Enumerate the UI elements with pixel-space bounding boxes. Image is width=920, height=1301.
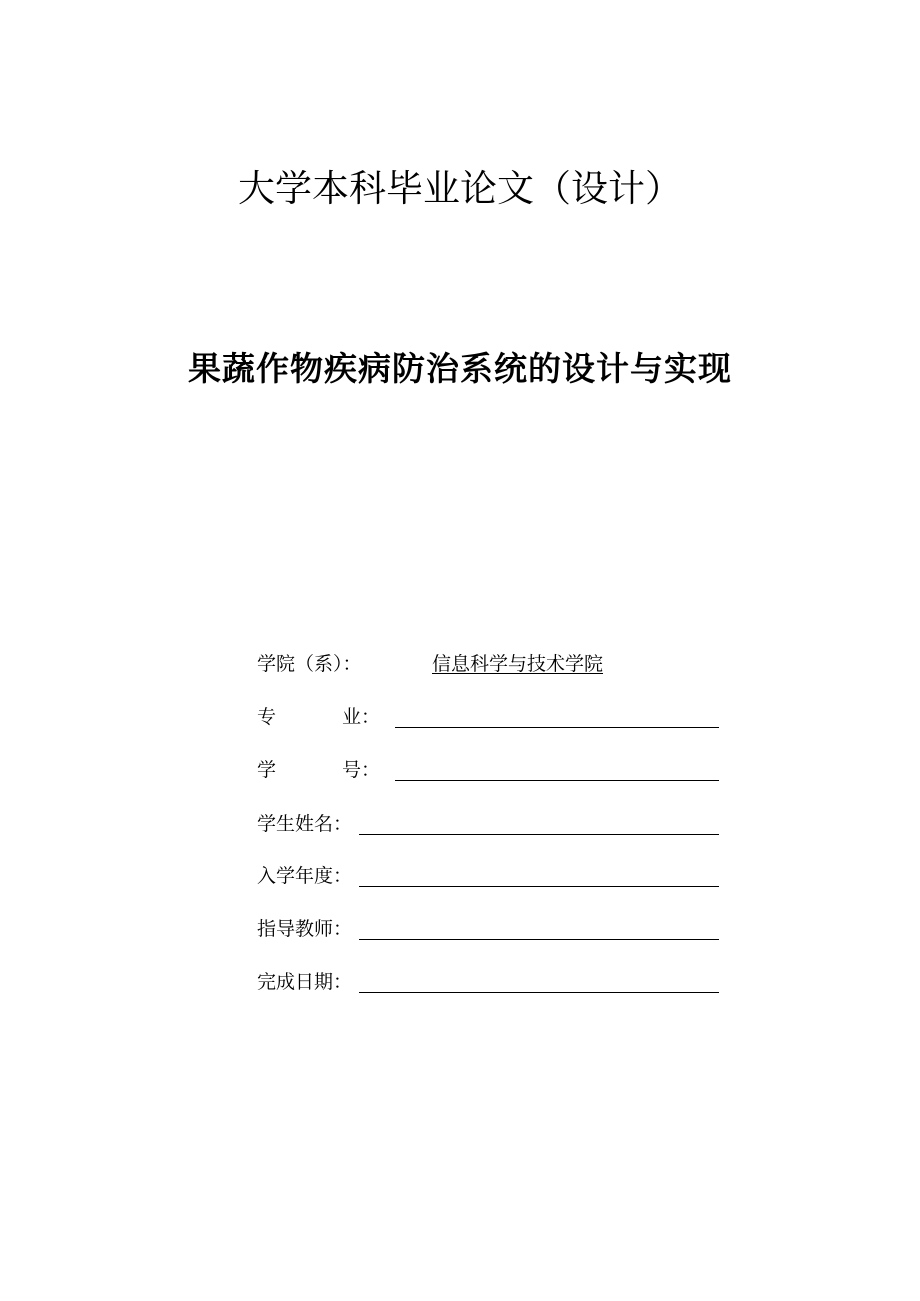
college-label: 学院（系）： [257,653,362,675]
student-name-input-line[interactable] [359,834,719,835]
student-id-label-second-char: 号： [342,759,381,781]
advisor-input-line[interactable] [359,939,719,940]
student-name-label: 学生姓名： [257,813,353,835]
advisor-row [257,914,719,944]
college-row [257,649,717,679]
student-id-label [257,755,380,785]
completion-date-label: 完成日期： [257,971,353,993]
enrollment-year-label: 入学年度： [257,865,353,887]
enrollment-year-row [257,861,719,891]
completion-date-row [257,967,719,997]
completion-date-input-line[interactable] [359,992,719,993]
major-input-line[interactable] [395,727,719,728]
student-id-label-first-char: 学 [257,759,277,781]
major-label-first-char: 专 [257,706,277,728]
student-id-input-line[interactable] [395,780,719,781]
enrollment-year-input-line[interactable] [359,886,719,887]
major-row [257,702,719,732]
student-name-row [257,809,719,839]
major-label [257,702,380,732]
thesis-title: 果蔬作物疾病防治系统的设计与实现 [188,349,732,388]
document-type-title: 大学本科毕业论文（设计） [238,167,682,210]
major-label-second-char: 业： [342,706,381,728]
advisor-label: 指导教师： [257,918,353,940]
student-id-row [257,755,719,785]
college-value: 信息科学与技术学院 [432,653,604,675]
